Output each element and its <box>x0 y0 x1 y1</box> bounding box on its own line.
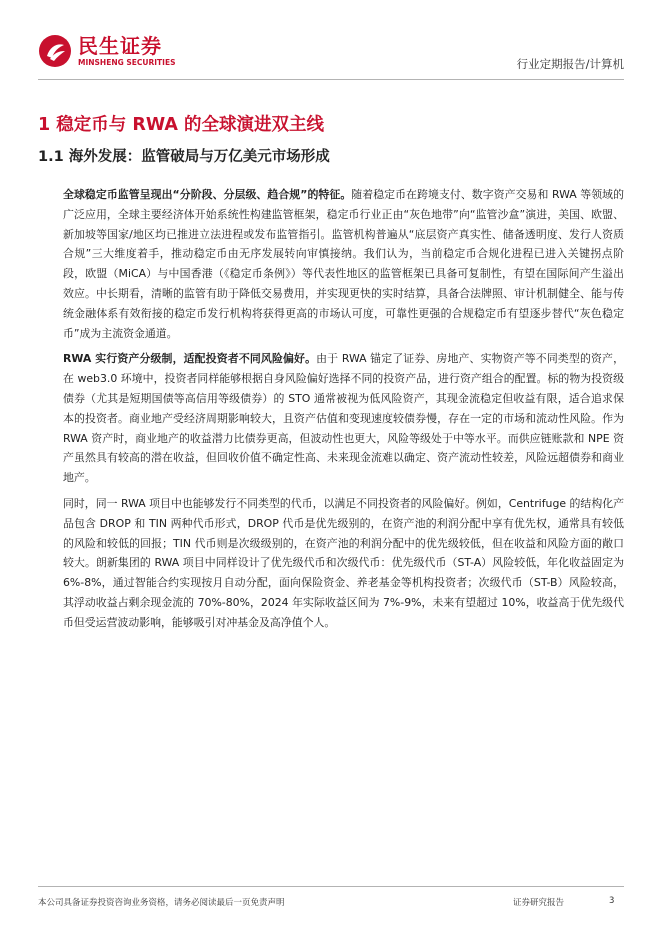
page-header <box>0 0 662 86</box>
section-title: 1 稳定币与 RWA 的全球演进双主线 <box>38 115 324 135</box>
paragraph-3-body: 同时，同一 RWA 项目中也能够发行不同类型的代币，以满足不同投资者的风险偏好。例如，Centrifuge 的结构化产品包含 DROP 和 TIN 两种代币形式，DROP 代币是优先级别的，在资产池的利润分配中享有优先权，通常具有较低的风险和较低的回报；TIN 代币则是次级级别的，在资产池的利润分配中的优先级较低，但在收益和风险方面的敞口较大。朗新集团的 RWA 项目中同样设计了优先级代币和次级代币：优先级代币（ST-A）风险较低，年化收益固定为 6%-8%，通过智能合约实现按月自动分配，面向保险资金、养老基金等机构投资者；次级代币（ST-B）风险较高，其浮动收益占剩余现金流的 70%-80%，2024 年实际收益区间为 7%-9%，未来有望超过 10%，收益高于优先级代币但受运营波动影响，能够吸引对冲基金及高净值个人。 <box>63 496 624 629</box>
report-category: 行业定期报告/计算机 <box>516 57 624 71</box>
logo-text-cn: 民生证券 <box>78 34 162 58</box>
body-content <box>63 185 624 639</box>
logo-text-en: MINSHENG SECURITIES <box>78 58 176 67</box>
footer-disclaimer: 本公司具备证券投资咨询业务资格，请务必阅读最后一页免责声明 <box>38 898 285 908</box>
company-logo <box>38 34 178 74</box>
paragraph-1-body: 随着稳定币在跨境支付、数字资产交易和 RWA 等领域的广泛应用，全球主要经济体开始系统性构建监管框架，稳定币行业正由“灰色地带”向“监管沙盒”演进，美国、欧盟、新加坡等国家/地区均已推进立法进程或发布监管指引。监管机构普遍从“底层资产真实性、储备透明度、发行人资质合规”三大维度着手，推动稳定币由无序发展转向审慎接纳。我们认为，当前稳定币合规化进程已进入关键拐点阶段，欧盟（MiCA）与中国香港（《稳定币条例》）等代表性地区的监管框架已具备可复制性，有望在国际间产生溢出效应。中长期看，清晰的监管有助于降低交易费用，并实现更快的实时结算，具备合法牌照、审计机制健全、能与传统金融体系有效衔接的稳定币发行机构将获得更高的市场认可度，可靠性更强的合规稳定币有望逐步替代“灰色稳定币”成为主流资金通道。 <box>63 188 624 340</box>
paragraph-3 <box>63 494 624 633</box>
footer-divider <box>38 886 624 887</box>
subsection-title: 1.1 海外发展：监管破局与万亿美元市场形成 <box>38 149 330 165</box>
paragraph-1-lead: 全球稳定币监管呈现出“分阶段、分层级、趋合规”的特征。 <box>63 188 352 201</box>
paragraph-2-body: 由于 RWA 锚定了证券、房地产、实物资产等不同类型的资产，在 web3.0 环境中，投资者同样能够根据自身风险偏好选择不同的投资产品，进行资产组合的配置。标的物为投资级债券（尤其是短期国债等高信用等级债券）的 STO 通常被视为低风险资产，其现金流稳定但收益有限，适合追求保本的投资者。商业地产受经济周期影响较大，且资产估值和变现速度较债券慢，存在一定的市场和流动性风险。作为 RWA 资产时，商业地产的收益潜力比债券更高，但波动性也更大，风险等级处于中等水平。而供应链账款和 NPE 资产虽然具有较高的潜在收益，但回收价值不确定性高、未来现金流难以确定、资产流动性较差，风险远超债券和商业地产。 <box>63 352 624 485</box>
paragraph-2-lead: RWA 实行资产分级制，适配投资者不同风险偏好。 <box>63 352 317 366</box>
header-divider <box>38 79 624 80</box>
paragraph-2 <box>63 349 624 488</box>
minsheng-logo-icon <box>38 34 72 68</box>
paragraph-1 <box>63 185 624 343</box>
page-number: 3 <box>609 896 615 906</box>
footer-doc-type: 证券研究报告 <box>513 898 565 908</box>
